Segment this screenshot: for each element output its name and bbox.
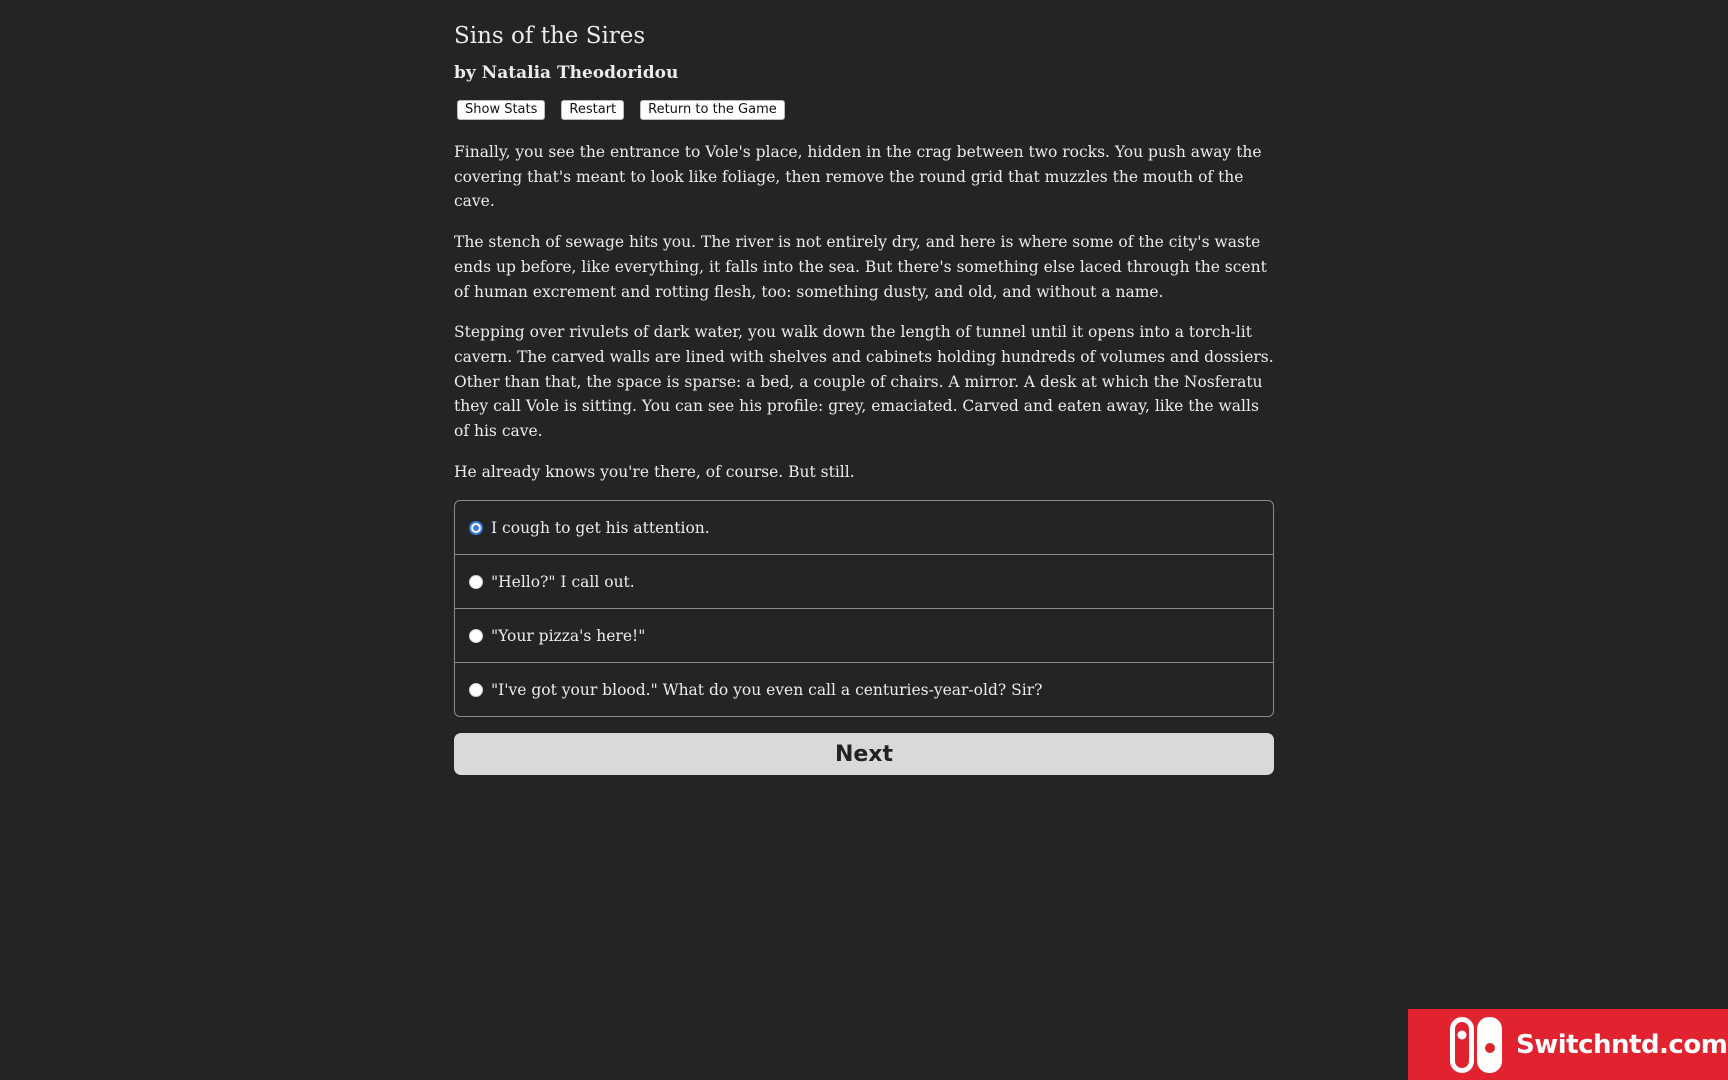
- return-to-game-button[interactable]: Return to the Game: [640, 100, 785, 120]
- radio-button[interactable]: [469, 575, 483, 589]
- game-author: by Natalia Theodoridou: [454, 63, 679, 83]
- choice-option-1[interactable]: [455, 501, 1273, 554]
- watermark-text: Switchntd.com: [1516, 1029, 1728, 1060]
- choice-label: "Your pizza's here!": [491, 626, 646, 645]
- choice-option-4[interactable]: [455, 662, 1273, 716]
- story-paragraph: The stench of sewage hits you. The river is not entirely dry, and here is where some of the city's waste ends up before, like everything, it falls into the sea. But there's something else laced through the scent of human excrement and rotting flesh, too: something dusty, and old, and without a name.: [454, 233, 1267, 301]
- restart-button[interactable]: Restart: [561, 100, 624, 120]
- story-paragraph: Stepping over rivulets of dark water, you walk down the length of tunnel until it opens into a torch-lit cavern. The carved walls are lined with shelves and cabinets holding hundreds of volumes and dossiers. Other than that, the space is sparse: a bed, a couple of chairs. A mirror. A desk at which the Nosferatu they call Vole is sitting. You can see his profile: grey, emaciated. Carved and eaten away, like the walls of his cave.: [454, 323, 1274, 441]
- story-paragraph: He already knows you're there, of course. But still.: [454, 462, 855, 481]
- choice-label: "I've got your blood." What do you even call a centuries-year-old? Sir?: [491, 680, 1043, 699]
- choice-label: I cough to get his attention.: [491, 518, 710, 537]
- choice-list: [454, 500, 1274, 717]
- nintendo-switch-icon: [1446, 1013, 1506, 1077]
- story-paragraph: Finally, you see the entrance to Vole's place, hidden in the crag between two rocks. You push away the covering that's meant to look like foliage, then remove the round grid that muzzles the mouth of the cave.: [454, 143, 1262, 211]
- story-text: [454, 140, 1274, 484]
- choice-label: "Hello?" I call out.: [491, 572, 635, 591]
- show-stats-button[interactable]: Show Stats: [457, 100, 545, 120]
- game-title: Sins of the Sires: [454, 23, 646, 49]
- next-button[interactable]: Next: [454, 733, 1274, 775]
- toolbar: [454, 100, 1274, 122]
- radio-button[interactable]: [469, 683, 483, 697]
- choice-option-3[interactable]: [455, 608, 1273, 662]
- choice-option-2[interactable]: [455, 554, 1273, 608]
- game-container: [454, 20, 1274, 775]
- radio-button[interactable]: [469, 521, 483, 535]
- watermark-banner: [1408, 1009, 1728, 1080]
- radio-button[interactable]: [469, 629, 483, 643]
